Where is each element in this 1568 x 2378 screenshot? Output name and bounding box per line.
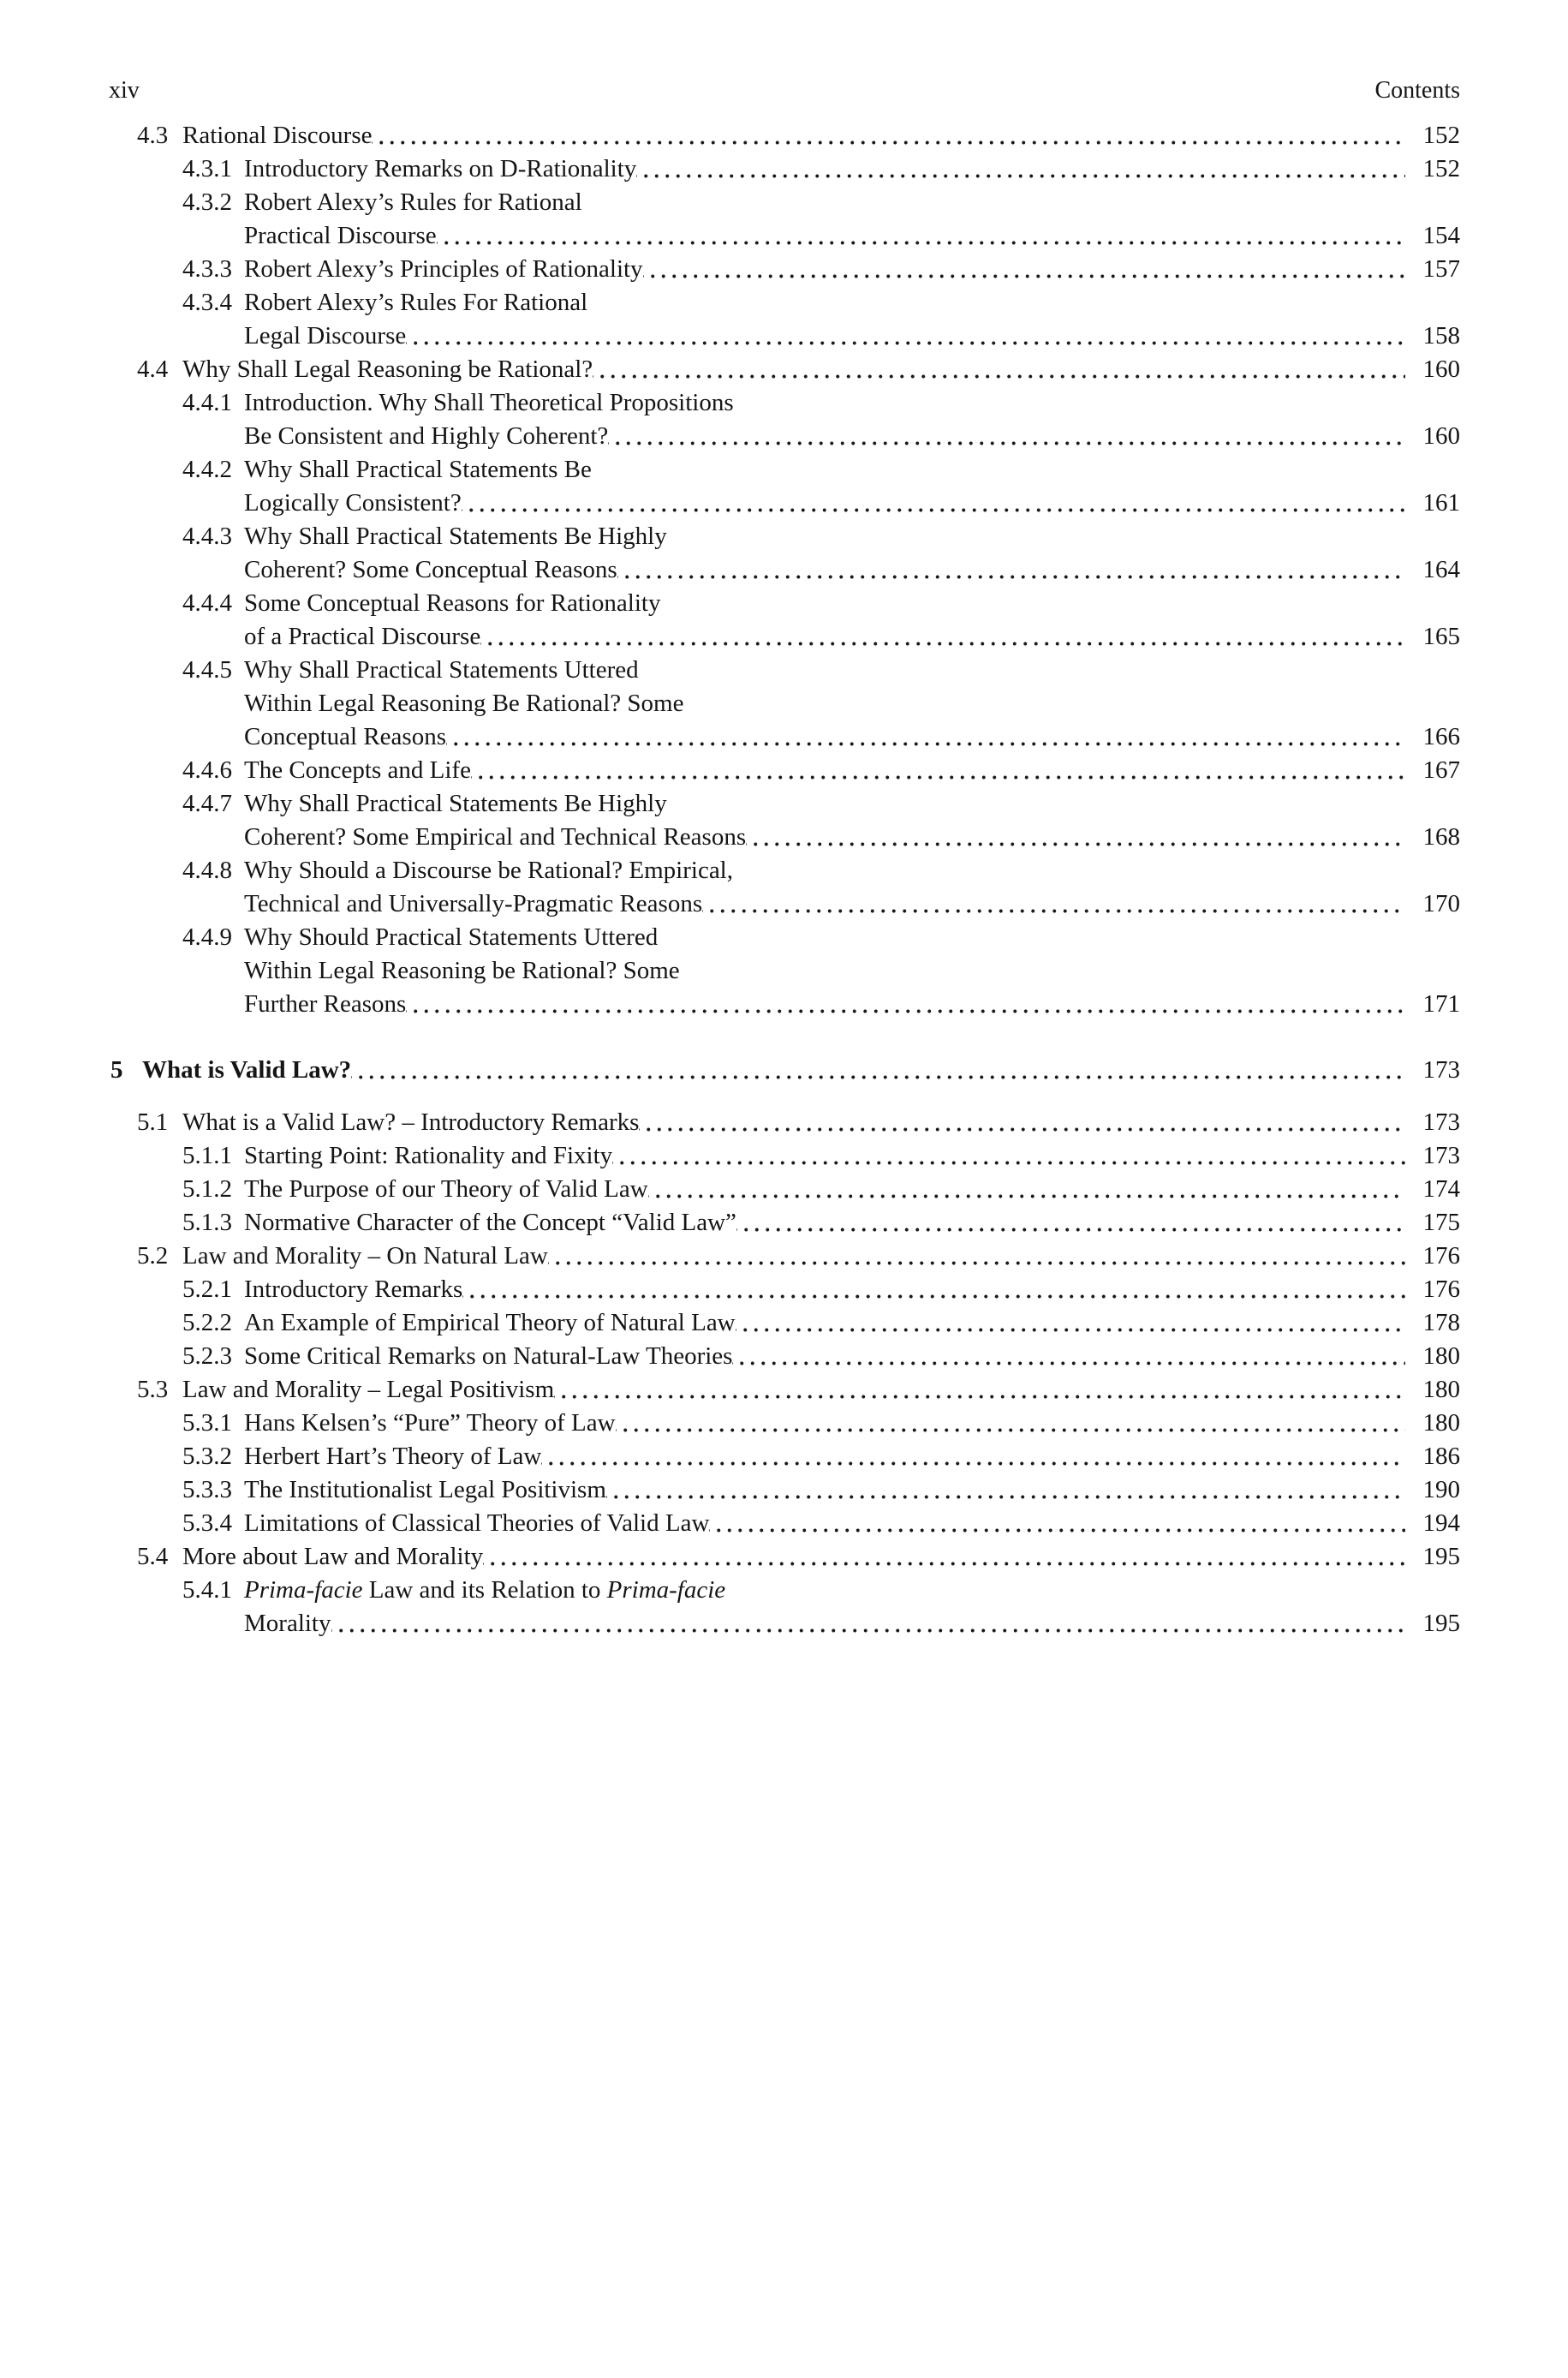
toc-entry-title: Morality	[244, 1610, 331, 1637]
toc-entry-number	[182, 553, 244, 587]
toc-entry-number: 5.1	[137, 1108, 169, 1136]
toc-entry-title: Some Critical Remarks on Natural-Law Theories	[244, 1342, 733, 1370]
toc-entry-title: The Institutionalist Legal Positivism	[244, 1476, 606, 1503]
toc-entry	[182, 1574, 1460, 1640]
toc-entry-number: 4.3.3	[182, 255, 232, 283]
toc-entry-line	[182, 620, 1460, 654]
toc-entry-line	[182, 320, 1460, 353]
dot-leader	[648, 1173, 1405, 1206]
toc-entry-number: 5.3.2	[182, 1443, 232, 1470]
toc-entry-title: Limitations of Classical Theories of Valid Law	[244, 1509, 710, 1537]
toc-entry-number: 4.4	[137, 356, 169, 383]
toc-entry-title: Rational Discourse	[182, 122, 373, 149]
toc-entry-title: Law and Morality – On Natural Law	[182, 1242, 548, 1270]
toc-entry-number	[182, 821, 244, 854]
toc-entry-page: 160	[1422, 356, 1460, 383]
toc-entry-title: Introductory Remarks	[244, 1276, 463, 1303]
toc-entry	[182, 286, 1460, 353]
toc-entry-line	[182, 821, 1460, 854]
toc-entry-page: 165	[1422, 623, 1460, 650]
toc-entry-number: 4.4.7	[182, 790, 232, 817]
toc-entry-title: Herbert Hart’s Theory of Law	[244, 1443, 542, 1470]
dot-leader	[636, 152, 1405, 186]
toc-entry-page: 167	[1422, 756, 1460, 784]
toc-entry-page: 194	[1422, 1509, 1460, 1537]
toc-entry-line	[182, 654, 1460, 687]
toc-entry-page: 195	[1422, 1543, 1460, 1570]
toc-entry-title: The Purpose of our Theory of Valid Law	[244, 1175, 648, 1203]
toc-entry-number: 4.4.8	[182, 857, 232, 884]
toc-entry-line	[182, 988, 1460, 1021]
dot-leader	[736, 1206, 1405, 1240]
dot-leader	[639, 1106, 1405, 1139]
toc-entry-title: Introductory Remarks on D-Rationality	[244, 155, 637, 182]
dot-leader	[541, 1440, 1405, 1473]
toc-entry-number: 5.4	[137, 1543, 169, 1570]
toc-entry-line	[182, 152, 1460, 186]
toc-entry-page: 175	[1422, 1209, 1460, 1236]
dot-leader	[548, 1240, 1405, 1273]
toc-entry-number: 4.3.1	[182, 155, 232, 182]
toc-entry-line	[182, 520, 1460, 553]
toc-entry-line	[182, 1473, 1460, 1507]
toc-entry-title: Why Shall Practical Statements Be Highly	[244, 790, 667, 817]
toc-entry-page: 173	[1422, 1108, 1460, 1136]
toc-entry	[182, 1407, 1460, 1440]
toc-entry	[137, 119, 1460, 152]
toc-entry-title: Normative Character of the Concept “Valid Law”	[244, 1209, 736, 1236]
toc-entry-number: 4.4.5	[182, 656, 232, 684]
toc-entry-line	[182, 1273, 1460, 1306]
toc-entry-line	[137, 1540, 1460, 1574]
toc-entry-title: of a Practical Discourse	[244, 623, 481, 650]
toc-entry-line	[182, 754, 1460, 787]
toc-entry-number	[182, 887, 244, 921]
toc-entry	[182, 754, 1460, 787]
toc-entry-number: 4.4.1	[182, 389, 232, 416]
toc-entry-title: Coherent? Some Conceptual Reasons	[244, 556, 617, 583]
toc-entry	[182, 1206, 1460, 1240]
toc-entry-page: 154	[1422, 222, 1460, 249]
toc-entry-title: Why Should a Discourse be Rational? Empirical,	[244, 857, 733, 884]
toc-entry-line	[137, 1240, 1460, 1273]
dot-leader	[462, 1273, 1405, 1306]
toc-entry-number: 5	[110, 1056, 123, 1084]
folio-page-number: xiv	[109, 77, 140, 104]
dot-leader	[606, 1473, 1405, 1507]
toc-entry-line	[182, 1407, 1460, 1440]
dot-leader	[732, 1340, 1405, 1373]
toc-entry-line	[182, 1440, 1460, 1473]
dot-leader	[612, 1139, 1405, 1173]
toc-entry-page: 180	[1422, 1376, 1460, 1403]
toc-entry-title: Why Shall Practical Statements Be	[244, 456, 592, 483]
toc-entry-line	[182, 553, 1460, 587]
toc-entry-line	[182, 687, 1460, 720]
toc-entry-line	[182, 386, 1460, 420]
toc-entry-page: 180	[1422, 1409, 1460, 1437]
toc-entry-title: Practical Discourse	[244, 222, 437, 249]
page-header	[109, 74, 1460, 107]
dot-leader	[608, 420, 1405, 453]
toc-entry-title: Some Conceptual Reasons for Rationality	[244, 589, 661, 617]
toc-entry-number	[182, 687, 244, 720]
toc-entry-title: What is Valid Law?	[142, 1056, 352, 1084]
dot-leader	[471, 754, 1405, 787]
toc-entry	[182, 1440, 1460, 1473]
toc-entry-title: What is a Valid Law? – Introductory Remarks	[182, 1108, 640, 1136]
toc-entry-page: 171	[1422, 990, 1460, 1018]
toc-entry	[137, 1240, 1460, 1273]
toc-entry-number	[182, 954, 244, 988]
toc-entry	[137, 1373, 1460, 1407]
toc-entry-title: Coherent? Some Empirical and Technical Reasons	[244, 823, 747, 851]
toc-entry	[137, 353, 1460, 386]
toc-entry-line	[182, 1574, 1460, 1607]
toc-entry-number	[182, 1607, 244, 1640]
toc-entry	[182, 921, 1460, 1021]
toc-entry-line	[182, 1206, 1460, 1240]
toc-title-segment: Prima-facie	[606, 1576, 726, 1604]
toc-entry-page: 176	[1422, 1276, 1460, 1303]
toc-entry-number	[182, 720, 244, 754]
dot-leader	[702, 887, 1405, 921]
dot-leader	[351, 1054, 1405, 1087]
toc-entry-title: Technical and Universally-Pragmatic Reasons	[244, 890, 703, 917]
toc-entry-number: 5.3.3	[182, 1476, 232, 1503]
toc-entry-number	[182, 487, 244, 520]
toc-entry	[182, 1473, 1460, 1507]
toc-entry-line	[182, 1507, 1460, 1540]
toc-entry-page: 190	[1422, 1476, 1460, 1503]
toc-entry-number	[182, 988, 244, 1021]
toc-entry	[182, 1273, 1460, 1306]
toc-entry-line	[182, 887, 1460, 921]
toc-entry	[182, 1507, 1460, 1540]
toc-entry-line	[137, 353, 1460, 386]
table-of-contents	[109, 119, 1460, 1640]
toc-entry-page: 174	[1422, 1175, 1460, 1203]
toc-entry-number: 4.3.4	[182, 289, 232, 316]
toc-entry-title: Law and Morality – Legal Positivism	[182, 1376, 555, 1403]
toc-entry-line	[182, 1340, 1460, 1373]
toc-entry-title: The Concepts and Life	[244, 756, 471, 784]
toc-entry-number: 4.4.9	[182, 923, 232, 951]
toc-entry-line	[137, 1373, 1460, 1407]
dot-leader	[746, 821, 1405, 854]
dot-leader	[554, 1373, 1405, 1407]
toc-entry-title: Hans Kelsen’s “Pure” Theory of Law	[244, 1409, 616, 1437]
toc-entry	[182, 787, 1460, 854]
toc-entry-number: 4.4.2	[182, 456, 232, 483]
toc-entry	[182, 1173, 1460, 1206]
running-head-title: Contents	[1374, 77, 1460, 104]
toc-entry	[182, 1306, 1460, 1340]
toc-entry-page: 195	[1422, 1610, 1460, 1637]
toc-entry-line	[182, 186, 1460, 219]
dot-leader	[462, 487, 1405, 520]
toc-entry-title: Conceptual Reasons	[244, 723, 446, 750]
toc-entry-line	[110, 1054, 1460, 1087]
toc-entry-page: 152	[1422, 122, 1460, 149]
toc-entry-number: 4.4.4	[182, 589, 232, 617]
toc-entry-page: 170	[1422, 890, 1460, 917]
toc-entry-page: 164	[1422, 556, 1460, 583]
toc-entry-number: 4.4.3	[182, 523, 232, 550]
toc-entry-number: 5.1.2	[182, 1175, 232, 1203]
toc-entry-page: 158	[1422, 322, 1460, 350]
toc-entry-title: More about Law and Morality	[182, 1543, 484, 1570]
toc-entry-page: 180	[1422, 1342, 1460, 1370]
toc-entry-number: 5.1.3	[182, 1209, 232, 1236]
toc-entry-line	[182, 253, 1460, 286]
toc-entry-number: 5.1.1	[182, 1142, 232, 1169]
dot-leader	[593, 353, 1405, 386]
toc-entry-number	[182, 620, 244, 654]
toc-entry-line	[182, 1306, 1460, 1340]
toc-entry-line	[182, 420, 1460, 453]
toc-entry-page: 186	[1422, 1443, 1460, 1470]
toc-entry-page: 160	[1422, 422, 1460, 450]
toc-entry	[182, 1340, 1460, 1373]
toc-entry	[182, 186, 1460, 253]
dot-leader	[736, 1306, 1405, 1340]
toc-entry-page: 168	[1422, 823, 1460, 851]
toc-entry-number: 4.4.6	[182, 756, 232, 784]
toc-entry-title: Robert Alexy’s Principles of Rationality	[244, 255, 643, 283]
toc-entry-title: Why Should Practical Statements Uttered	[244, 923, 659, 951]
toc-entry-title: Be Consistent and Highly Coherent?	[244, 422, 609, 450]
toc-entry-page: 178	[1422, 1309, 1460, 1336]
toc-entry-number: 5.3.4	[182, 1509, 232, 1537]
toc-entry-title: Logically Consistent?	[244, 489, 462, 517]
toc-entry-line	[182, 587, 1460, 620]
toc-entry	[182, 152, 1460, 186]
toc-entry-title: Within Legal Reasoning be Rational? Some	[244, 957, 680, 984]
toc-entry-page: 161	[1422, 489, 1460, 517]
toc-entry-number: 5.2	[137, 1242, 169, 1270]
toc-entry-line	[182, 1139, 1460, 1173]
toc-entry	[182, 587, 1460, 654]
dot-leader	[331, 1607, 1406, 1640]
toc-entry	[182, 854, 1460, 921]
toc-entry-line	[137, 119, 1460, 152]
toc-title-segment: Law and its Relation to	[362, 1576, 607, 1604]
toc-entry	[137, 1106, 1460, 1139]
dot-leader	[616, 1407, 1405, 1440]
toc-entry-line	[182, 286, 1460, 320]
dot-leader	[437, 219, 1405, 253]
toc-entry-number: 5.3.1	[182, 1409, 232, 1437]
toc-entry-title: Robert Alexy’s Rules For Rational	[244, 289, 588, 316]
toc-entry-title: Why Shall Legal Reasoning be Rational?	[182, 356, 593, 383]
dot-leader	[446, 720, 1405, 754]
dot-leader	[406, 988, 1405, 1021]
toc-entry	[182, 654, 1460, 754]
toc-entry-page: 173	[1422, 1142, 1460, 1169]
toc-entry-title: Introduction. Why Shall Theoretical Propositions	[244, 389, 734, 416]
toc-entry-line	[182, 487, 1460, 520]
toc-entry-line	[182, 921, 1460, 954]
toc-entry-title: Legal Discourse	[244, 322, 407, 350]
toc-entry-page: 176	[1422, 1242, 1460, 1270]
toc-entry-number: 5.2.3	[182, 1342, 232, 1370]
dot-leader	[483, 1540, 1405, 1574]
toc-entry	[137, 1540, 1460, 1574]
toc-entry-title: Starting Point: Rationality and Fixity	[244, 1142, 613, 1169]
dot-leader	[372, 119, 1405, 152]
toc-entry-title: Why Shall Practical Statements Uttered	[244, 656, 639, 684]
toc-entry-page: 157	[1422, 255, 1460, 283]
toc-entry-page: 173	[1422, 1056, 1460, 1084]
toc-entry-title: Further Reasons	[244, 990, 407, 1018]
toc-entry-title	[244, 1574, 725, 1607]
toc-entry	[182, 386, 1460, 453]
toc-entry	[110, 1054, 1460, 1087]
toc-entry-number: 4.3	[137, 122, 169, 149]
toc-entry-line	[182, 453, 1460, 487]
toc-entry-number	[182, 320, 244, 353]
toc-entry-number: 5.3	[137, 1376, 169, 1403]
toc-entry-number: 5.4.1	[182, 1576, 232, 1604]
toc-entry-number: 5.2.2	[182, 1309, 232, 1336]
toc-entry-title: An Example of Empirical Theory of Natural Law	[244, 1309, 736, 1336]
toc-entry	[182, 253, 1460, 286]
toc-entry-line	[182, 720, 1460, 754]
toc-entry-line	[182, 787, 1460, 821]
toc-entry-title: Why Shall Practical Statements Be Highly	[244, 523, 667, 550]
toc-entry-line	[182, 1173, 1460, 1206]
dot-leader	[709, 1507, 1405, 1540]
dot-leader	[480, 620, 1405, 654]
toc-entry-title: Robert Alexy’s Rules for Rational	[244, 188, 582, 216]
dot-leader	[406, 320, 1405, 353]
dot-leader	[617, 553, 1405, 587]
toc-entry-page: 152	[1422, 155, 1460, 182]
toc-entry-line	[137, 1106, 1460, 1139]
toc-entry	[182, 1139, 1460, 1173]
toc-entry-title: Within Legal Reasoning Be Rational? Some	[244, 690, 684, 717]
toc-entry-line	[182, 954, 1460, 988]
dot-leader	[643, 253, 1405, 286]
toc-title-segment: Prima-facie	[244, 1576, 363, 1604]
toc-entry-line	[182, 854, 1460, 887]
toc-entry-number: 4.3.2	[182, 188, 232, 216]
toc-entry	[182, 520, 1460, 587]
toc-entry-page: 166	[1422, 723, 1460, 750]
toc-entry	[182, 453, 1460, 520]
toc-entry-line	[182, 219, 1460, 253]
toc-entry-number	[182, 420, 244, 453]
toc-entry-number	[182, 219, 244, 253]
toc-entry-number: 5.2.1	[182, 1276, 232, 1303]
toc-entry-line	[182, 1607, 1460, 1640]
